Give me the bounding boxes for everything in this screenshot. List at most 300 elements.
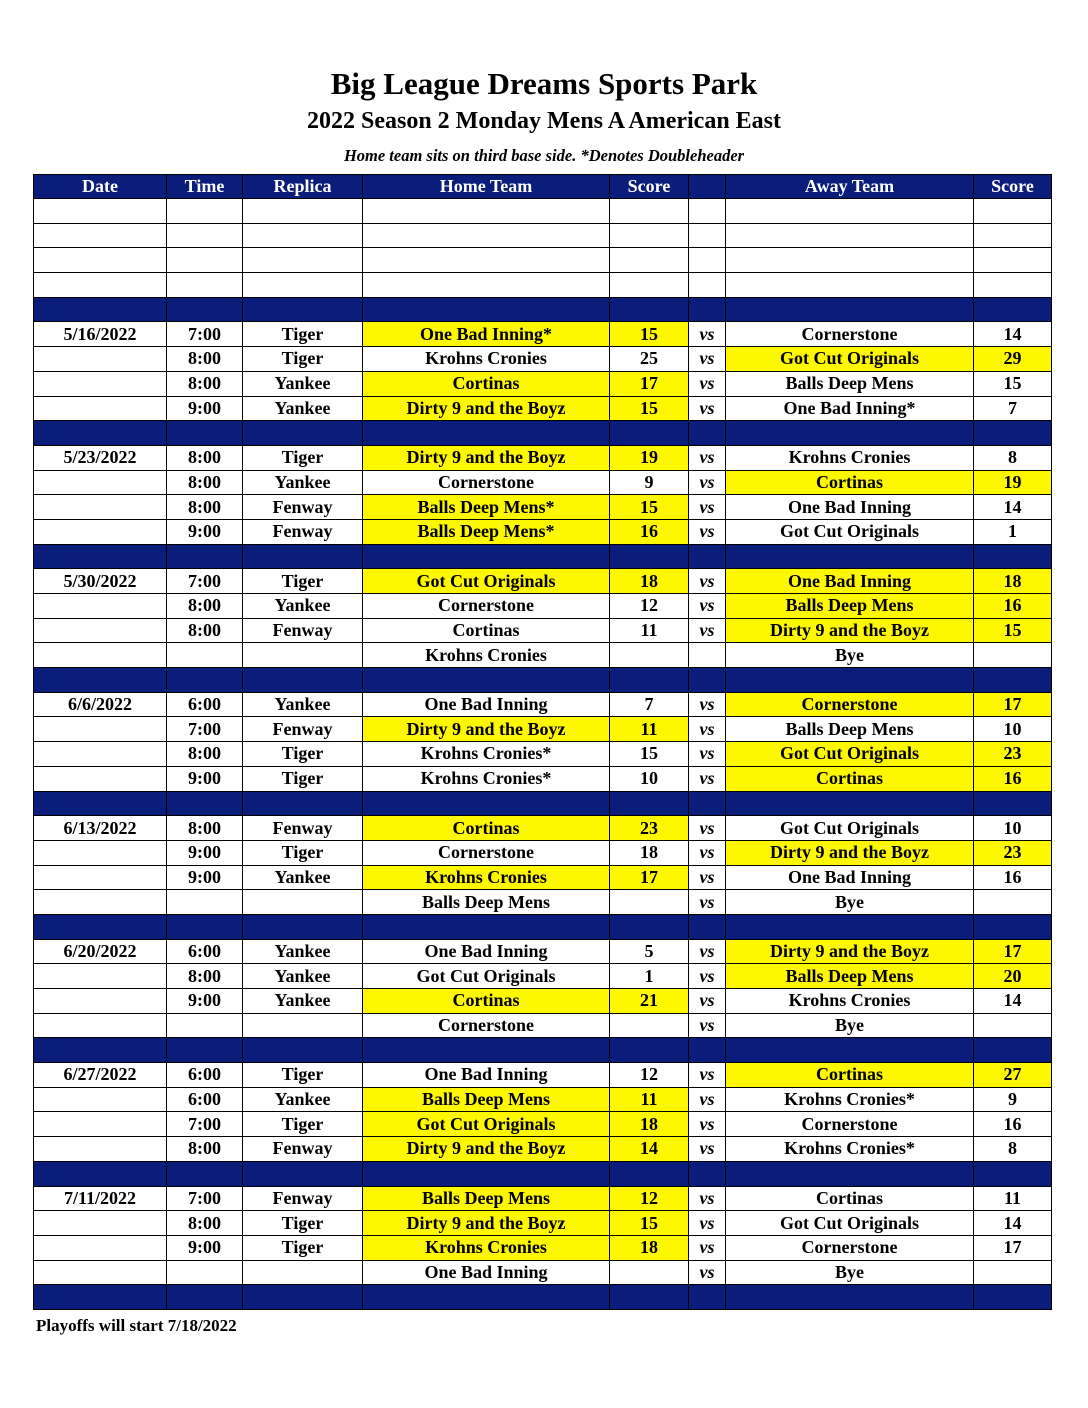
home-score-cell: 23 (610, 816, 689, 841)
away-score-cell (974, 668, 1052, 693)
header-date: Date (34, 175, 167, 199)
replica-cell: Yankee (243, 964, 363, 989)
date-cell: 5/23/2022 (34, 445, 167, 470)
home-team-cell: One Bad Inning (363, 1260, 610, 1285)
time-cell (167, 1161, 243, 1186)
vs-cell: vs (689, 618, 726, 643)
home-score-cell: 5 (610, 939, 689, 964)
home-team-cell (363, 199, 610, 224)
vs-cell: vs (689, 1235, 726, 1260)
replica-cell (243, 1285, 363, 1310)
date-cell (34, 1013, 167, 1038)
replica-cell: Tiger (243, 1112, 363, 1137)
schedule-table (33, 174, 1052, 1310)
away-score-cell (974, 199, 1052, 224)
time-cell: 9:00 (167, 1235, 243, 1260)
replica-cell: Yankee (243, 692, 363, 717)
away-team-cell: One Bad Inning* (726, 396, 974, 421)
date-cell (34, 1235, 167, 1260)
away-score-cell: 20 (974, 964, 1052, 989)
away-score-cell: 1 (974, 519, 1052, 544)
away-score-cell: 17 (974, 1235, 1052, 1260)
away-team-cell: Balls Deep Mens (726, 371, 974, 396)
replica-cell: Tiger (243, 1211, 363, 1236)
header-replica: Replica (243, 175, 363, 199)
away-team-cell: One Bad Inning (726, 495, 974, 520)
away-team-cell: Cornerstone (726, 692, 974, 717)
header-time: Time (167, 175, 243, 199)
vs-cell (689, 248, 726, 273)
game-row (34, 989, 1052, 1014)
vs-cell: vs (689, 519, 726, 544)
away-team-cell: Bye (726, 1013, 974, 1038)
away-team-cell: Cornerstone (726, 1235, 974, 1260)
home-team-cell (363, 273, 610, 298)
away-score-cell: 15 (974, 371, 1052, 396)
vs-cell: vs (689, 964, 726, 989)
away-score-cell: 16 (974, 766, 1052, 791)
time-cell (167, 223, 243, 248)
vs-cell: vs (689, 322, 726, 347)
home-score-cell (610, 668, 689, 693)
replica-cell (243, 1161, 363, 1186)
home-score-cell: 15 (610, 322, 689, 347)
away-team-cell: Balls Deep Mens (726, 717, 974, 742)
home-score-cell: 18 (610, 1235, 689, 1260)
time-cell: 6:00 (167, 692, 243, 717)
game-row (34, 964, 1052, 989)
header-row (34, 175, 1052, 199)
home-team-cell: Krohns Cronies (363, 865, 610, 890)
replica-cell: Yankee (243, 470, 363, 495)
home-score-cell: 17 (610, 865, 689, 890)
away-score-cell: 14 (974, 495, 1052, 520)
home-score-cell (610, 890, 689, 915)
date-cell (34, 1211, 167, 1236)
away-score-cell: 8 (974, 1137, 1052, 1162)
game-row (34, 1186, 1052, 1211)
time-cell (167, 1285, 243, 1310)
home-team-cell: Cortinas (363, 989, 610, 1014)
time-cell (167, 273, 243, 298)
away-team-cell: Got Cut Originals (726, 519, 974, 544)
away-team-cell: Bye (726, 643, 974, 668)
home-score-cell (610, 1038, 689, 1063)
home-score-cell (610, 1013, 689, 1038)
vs-cell: vs (689, 865, 726, 890)
vs-cell: vs (689, 939, 726, 964)
week-separator-row (34, 914, 1052, 939)
home-team-cell: Balls Deep Mens (363, 890, 610, 915)
replica-cell: Yankee (243, 396, 363, 421)
date-cell: 6/6/2022 (34, 692, 167, 717)
week-separator-row (34, 1038, 1052, 1063)
date-cell (34, 347, 167, 372)
away-score-cell: 15 (974, 618, 1052, 643)
away-team-cell (726, 791, 974, 816)
time-cell: 8:00 (167, 618, 243, 643)
game-row (34, 569, 1052, 594)
page-subtitle: 2022 Season 2 Monday Mens A American East (306, 108, 782, 134)
replica-cell (243, 273, 363, 298)
date-cell (34, 1087, 167, 1112)
vs-cell: vs (689, 1087, 726, 1112)
game-row (34, 1013, 1052, 1038)
replica-cell: Fenway (243, 495, 363, 520)
time-cell (167, 1038, 243, 1063)
home-team-cell (363, 297, 610, 322)
time-cell (167, 544, 243, 569)
time-cell: 8:00 (167, 1137, 243, 1162)
away-team-cell (726, 1161, 974, 1186)
home-team-cell: Balls Deep Mens (363, 1186, 610, 1211)
time-cell (167, 890, 243, 915)
home-score-cell: 10 (610, 766, 689, 791)
vs-cell (689, 1161, 726, 1186)
home-team-cell: Cornerstone (363, 470, 610, 495)
week-separator-row (34, 544, 1052, 569)
home-score-cell: 18 (610, 569, 689, 594)
schedule-body (34, 199, 1052, 1310)
replica-cell (243, 297, 363, 322)
time-cell (167, 199, 243, 224)
vs-cell: vs (689, 717, 726, 742)
away-score-cell (974, 273, 1052, 298)
schedule-note: Home team sits on third base side. *Denotes Doubleheader (343, 146, 745, 165)
home-team-cell (363, 1285, 610, 1310)
blank-row (34, 248, 1052, 273)
home-score-cell: 15 (610, 396, 689, 421)
home-team-cell (363, 791, 610, 816)
away-team-cell: Cortinas (726, 470, 974, 495)
home-score-cell (610, 791, 689, 816)
replica-cell (243, 1013, 363, 1038)
game-row (34, 742, 1052, 767)
header-vs (689, 175, 726, 199)
week-separator-row (34, 421, 1052, 446)
date-cell (34, 989, 167, 1014)
home-score-cell (610, 273, 689, 298)
vs-cell (689, 643, 726, 668)
replica-cell (243, 914, 363, 939)
home-score-cell: 25 (610, 347, 689, 372)
date-cell (34, 396, 167, 421)
game-row (34, 766, 1052, 791)
away-team-cell: Got Cut Originals (726, 1211, 974, 1236)
home-score-cell (610, 1260, 689, 1285)
time-cell: 8:00 (167, 371, 243, 396)
home-team-cell (363, 1038, 610, 1063)
home-score-cell: 12 (610, 1063, 689, 1088)
week-separator-row (34, 1285, 1052, 1310)
date-cell (34, 248, 167, 273)
vs-cell (689, 1038, 726, 1063)
time-cell: 7:00 (167, 322, 243, 347)
replica-cell: Yankee (243, 1087, 363, 1112)
away-team-cell: Cortinas (726, 1063, 974, 1088)
vs-cell: vs (689, 347, 726, 372)
date-cell: 7/11/2022 (34, 1186, 167, 1211)
date-cell (34, 865, 167, 890)
replica-cell: Tiger (243, 1235, 363, 1260)
home-score-cell: 15 (610, 1211, 689, 1236)
away-score-cell: 11 (974, 1186, 1052, 1211)
vs-cell: vs (689, 692, 726, 717)
home-team-cell: Cortinas (363, 816, 610, 841)
vs-cell (689, 273, 726, 298)
home-team-cell (363, 421, 610, 446)
game-row (34, 1112, 1052, 1137)
home-score-cell (610, 914, 689, 939)
date-cell (34, 371, 167, 396)
home-score-cell: 21 (610, 989, 689, 1014)
replica-cell: Fenway (243, 717, 363, 742)
away-score-cell: 14 (974, 1211, 1052, 1236)
away-team-cell (726, 544, 974, 569)
blank-row (34, 223, 1052, 248)
game-row (34, 1211, 1052, 1236)
vs-cell: vs (689, 445, 726, 470)
date-cell (34, 1285, 167, 1310)
date-cell (34, 470, 167, 495)
home-score-cell: 12 (610, 594, 689, 619)
replica-cell: Yankee (243, 865, 363, 890)
time-cell: 8:00 (167, 594, 243, 619)
time-cell: 8:00 (167, 347, 243, 372)
away-team-cell: Dirty 9 and the Boyz (726, 939, 974, 964)
home-score-cell (610, 297, 689, 322)
time-cell: 8:00 (167, 495, 243, 520)
replica-cell (243, 544, 363, 569)
home-team-cell: Dirty 9 and the Boyz (363, 717, 610, 742)
away-team-cell: Got Cut Originals (726, 816, 974, 841)
replica-cell: Tiger (243, 840, 363, 865)
home-score-cell (610, 1161, 689, 1186)
time-cell: 9:00 (167, 396, 243, 421)
away-team-cell: Cortinas (726, 766, 974, 791)
away-team-cell (726, 914, 974, 939)
home-score-cell (610, 223, 689, 248)
vs-cell: vs (689, 569, 726, 594)
time-cell: 8:00 (167, 742, 243, 767)
home-team-cell: One Bad Inning (363, 939, 610, 964)
vs-cell (689, 421, 726, 446)
date-cell (34, 1112, 167, 1137)
home-score-cell (610, 421, 689, 446)
vs-cell (689, 668, 726, 693)
time-cell: 8:00 (167, 470, 243, 495)
header-away-score: Score (974, 175, 1052, 199)
vs-cell: vs (689, 989, 726, 1014)
home-score-cell (610, 544, 689, 569)
date-cell: 5/16/2022 (34, 322, 167, 347)
away-score-cell: 23 (974, 840, 1052, 865)
away-score-cell: 16 (974, 594, 1052, 619)
date-cell (34, 594, 167, 619)
away-team-cell (726, 1038, 974, 1063)
replica-cell: Yankee (243, 939, 363, 964)
away-team-cell (726, 223, 974, 248)
date-cell (34, 297, 167, 322)
vs-cell (689, 297, 726, 322)
away-team-cell: Cortinas (726, 1186, 974, 1211)
home-team-cell: One Bad Inning (363, 692, 610, 717)
replica-cell: Fenway (243, 618, 363, 643)
replica-cell: Tiger (243, 569, 363, 594)
home-score-cell (610, 643, 689, 668)
away-score-cell: 17 (974, 939, 1052, 964)
away-score-cell: 14 (974, 989, 1052, 1014)
vs-cell (689, 914, 726, 939)
away-team-cell (726, 668, 974, 693)
replica-cell (243, 248, 363, 273)
home-score-cell: 16 (610, 519, 689, 544)
game-row (34, 816, 1052, 841)
game-row (34, 1260, 1052, 1285)
away-score-cell (974, 223, 1052, 248)
game-row (34, 865, 1052, 890)
vs-cell: vs (689, 1260, 726, 1285)
away-team-cell: Krohns Cronies (726, 445, 974, 470)
home-score-cell (610, 248, 689, 273)
home-team-cell: Dirty 9 and the Boyz (363, 445, 610, 470)
time-cell (167, 643, 243, 668)
vs-cell: vs (689, 594, 726, 619)
replica-cell (243, 199, 363, 224)
time-cell: 9:00 (167, 519, 243, 544)
playoffs-note: Playoffs will start 7/18/2022 (36, 1316, 237, 1335)
away-team-cell (726, 199, 974, 224)
page-title: Big League Dreams Sports Park (330, 66, 758, 101)
game-row (34, 347, 1052, 372)
time-cell: 9:00 (167, 840, 243, 865)
replica-cell: Tiger (243, 445, 363, 470)
game-row (34, 470, 1052, 495)
time-cell: 7:00 (167, 569, 243, 594)
home-team-cell: Cortinas (363, 371, 610, 396)
replica-cell: Tiger (243, 766, 363, 791)
replica-cell (243, 1038, 363, 1063)
replica-cell (243, 223, 363, 248)
replica-cell: Fenway (243, 816, 363, 841)
replica-cell (243, 890, 363, 915)
date-cell: 6/27/2022 (34, 1063, 167, 1088)
home-team-cell (363, 544, 610, 569)
date-cell (34, 199, 167, 224)
away-score-cell: 23 (974, 742, 1052, 767)
away-score-cell: 10 (974, 717, 1052, 742)
time-cell: 8:00 (167, 816, 243, 841)
date-cell (34, 421, 167, 446)
date-cell (34, 840, 167, 865)
away-team-cell: Dirty 9 and the Boyz (726, 840, 974, 865)
home-team-cell: Balls Deep Mens (363, 1087, 610, 1112)
time-cell: 7:00 (167, 717, 243, 742)
date-cell (34, 742, 167, 767)
date-cell (34, 1137, 167, 1162)
time-cell: 6:00 (167, 1087, 243, 1112)
vs-cell: vs (689, 396, 726, 421)
game-row (34, 445, 1052, 470)
time-cell: 6:00 (167, 1063, 243, 1088)
home-team-cell: Balls Deep Mens* (363, 495, 610, 520)
replica-cell: Fenway (243, 1137, 363, 1162)
home-team-cell: Krohns Cronies* (363, 766, 610, 791)
replica-cell: Tiger (243, 1063, 363, 1088)
time-cell: 8:00 (167, 445, 243, 470)
date-cell (34, 890, 167, 915)
header-away-team: Away Team (726, 175, 974, 199)
away-team-cell (726, 273, 974, 298)
home-team-cell: Cornerstone (363, 594, 610, 619)
home-score-cell: 14 (610, 1137, 689, 1162)
date-cell: 6/13/2022 (34, 816, 167, 841)
vs-cell: vs (689, 840, 726, 865)
away-team-cell (726, 421, 974, 446)
home-team-cell: Dirty 9 and the Boyz (363, 396, 610, 421)
time-cell (167, 1260, 243, 1285)
home-team-cell: Krohns Cronies (363, 643, 610, 668)
game-row (34, 1235, 1052, 1260)
away-score-cell: 29 (974, 347, 1052, 372)
blank-row (34, 199, 1052, 224)
home-team-cell (363, 1161, 610, 1186)
blank-row (34, 273, 1052, 298)
home-score-cell: 11 (610, 618, 689, 643)
away-score-cell: 27 (974, 1063, 1052, 1088)
time-cell (167, 1013, 243, 1038)
away-team-cell: Balls Deep Mens (726, 964, 974, 989)
replica-cell (243, 643, 363, 668)
home-score-cell: 7 (610, 692, 689, 717)
away-team-cell: Cornerstone (726, 1112, 974, 1137)
home-team-cell: Got Cut Originals (363, 1112, 610, 1137)
vs-cell: vs (689, 1013, 726, 1038)
date-cell (34, 519, 167, 544)
home-team-cell: Cornerstone (363, 1013, 610, 1038)
home-team-cell: Cortinas (363, 618, 610, 643)
home-team-cell: Got Cut Originals (363, 569, 610, 594)
vs-cell (689, 199, 726, 224)
away-team-cell: One Bad Inning (726, 865, 974, 890)
replica-cell: Fenway (243, 1186, 363, 1211)
away-team-cell: Krohns Cronies* (726, 1137, 974, 1162)
away-team-cell (726, 297, 974, 322)
away-score-cell (974, 791, 1052, 816)
date-cell (34, 643, 167, 668)
header-home-team: Home Team (363, 175, 610, 199)
replica-cell: Yankee (243, 371, 363, 396)
home-score-cell: 12 (610, 1186, 689, 1211)
game-row (34, 643, 1052, 668)
home-team-cell (363, 914, 610, 939)
time-cell (167, 248, 243, 273)
week-separator-row (34, 297, 1052, 322)
away-score-cell (974, 890, 1052, 915)
away-score-cell (974, 1013, 1052, 1038)
vs-cell: vs (689, 1112, 726, 1137)
away-score-cell (974, 297, 1052, 322)
home-team-cell: Dirty 9 and the Boyz (363, 1211, 610, 1236)
away-team-cell: One Bad Inning (726, 569, 974, 594)
home-team-cell: Krohns Cronies (363, 347, 610, 372)
home-team-cell: Cornerstone (363, 840, 610, 865)
home-team-cell (363, 223, 610, 248)
away-team-cell: Balls Deep Mens (726, 594, 974, 619)
replica-cell (243, 1260, 363, 1285)
replica-cell: Yankee (243, 594, 363, 619)
date-cell (34, 791, 167, 816)
